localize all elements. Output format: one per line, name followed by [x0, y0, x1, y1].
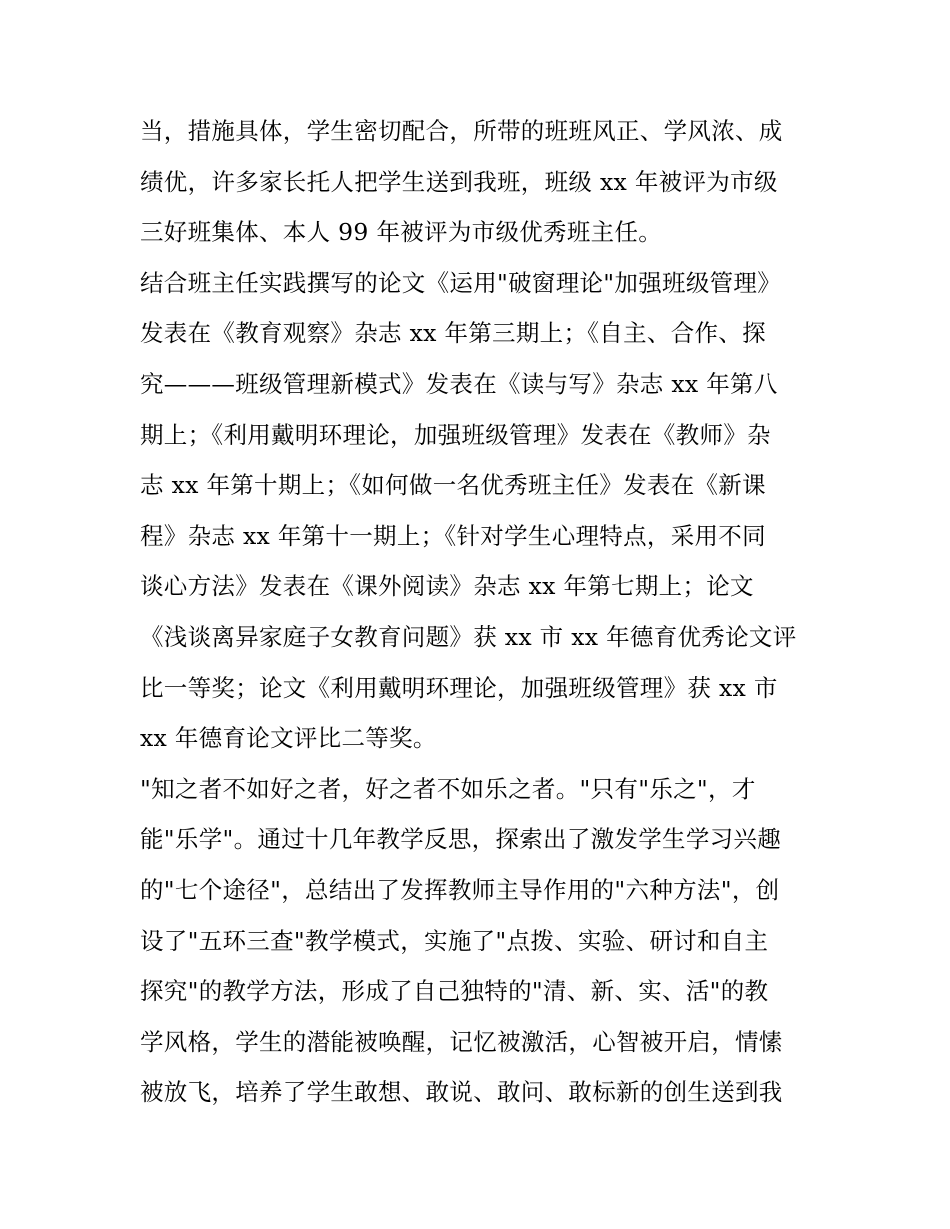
text-line: 发表在《教育观察》杂志 xx 年第三期上；《自主、合作、探: [140, 319, 766, 348]
text-line: 探究"的教学方法，形成了自己独特的"清、新、实、活"的教: [140, 977, 769, 1006]
text-line: 程》杂志 xx 年第十一期上；《针对学生心理特点，采用不同: [140, 521, 766, 550]
text-line: 结合班主任实践撰写的论文《运用"破窗理论"加强班级管理》: [140, 268, 782, 297]
text-line: 的"七个途径"，总结出了发挥教师主导作用的"六种方法"，创: [140, 875, 780, 904]
text-line: "知之者不如好之者，好之者不如乐之者。"只有"乐之"，才: [140, 774, 756, 803]
text-line: 期上；《利用戴明环理论，加强班级管理》发表在《教师》杂: [140, 420, 771, 449]
text-line: xx 年德育论文评比二等奖。: [140, 724, 437, 753]
text-line: 志 xx 年第十期上；《如何做一名优秀班主任》发表在《新课: [140, 471, 766, 500]
text-line: 学风格，学生的潜能被唤醒，记忆被激活，心智被开启，情愫: [140, 1027, 783, 1056]
text-line: 比一等奖；论文《利用戴明环理论，加强班级管理》获 xx 市: [140, 673, 778, 702]
text-line: 谈心方法》发表在《课外阅读》杂志 xx 年第七期上；论文: [140, 572, 754, 601]
text-line: 究———班级管理新模式》发表在《读与写》杂志 xx 年第八: [140, 369, 778, 398]
text-line: 《浅谈离异家庭子女教育问题》获 xx 市 xx 年德育优秀论文评: [140, 622, 797, 651]
document-body: [140, 106, 820, 1118]
text-line: 被放飞，培养了学生敢想、敢说、敢问、敢标新的创生送到我: [140, 1078, 783, 1107]
text-line: 能"乐学"。通过十几年教学反思，探索出了激发学生学习兴趣: [140, 825, 782, 854]
text-line: 当，措施具体，学生密切配合，所带的班班风正、学风浓、成: [140, 117, 783, 145]
text-line: 三好班集体、本人 99 年被评为市级优秀班主任。: [140, 218, 663, 247]
text-line: 绩优，许多家长托人把学生送到我班，班级 xx 年被评为市级: [140, 167, 778, 196]
text-line: 设了"五环三查"教学模式，实施了"点拨、实验、研讨和自主: [140, 926, 769, 955]
